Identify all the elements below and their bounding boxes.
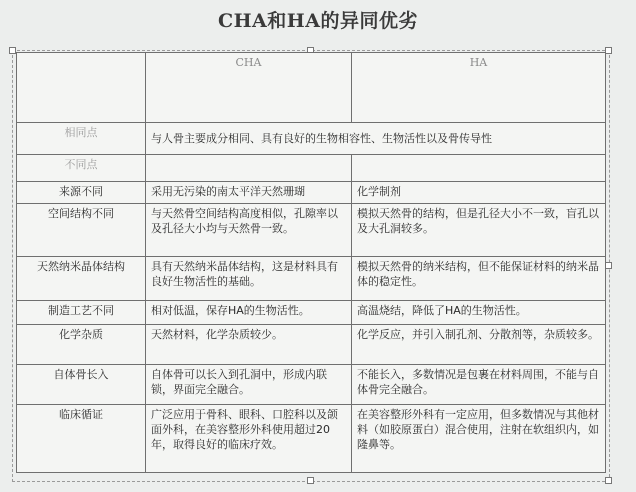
cha-cell: 广泛应用于骨科、眼科、口腔科以及颌面外科，在美容整形外科使用超过20年，取得良好的临床疗效。 [146,405,352,473]
cha-cell: 具有天然纳米晶体结构，这是材料具有良好生物活性的基础。 [146,257,352,301]
resize-handle-middle-right[interactable] [605,262,612,269]
resize-handle-top-left[interactable] [9,47,16,54]
cha-cell: 采用无污染的南太平洋天然珊瑚 [146,182,352,204]
similar-text: 与人骨主要成分相同、具有良好的生物相容性、生物活性以及骨传导性 [146,123,606,155]
diff-row [17,155,606,182]
row-label: 来源不同 [17,182,146,204]
row-label: 临床循证 [17,405,146,473]
cha-cell: 与天然骨空间结构高度相似，孔隙率以及孔径大小均与天然骨一致。 [146,204,352,257]
table-row [17,204,606,257]
diff-empty-cha [146,155,352,182]
resize-handle-bottom-center[interactable] [307,477,314,484]
diff-label: 不同点 [17,155,146,182]
table-row [17,405,606,473]
row-label: 天然纳米晶体结构 [17,257,146,301]
similar-row [17,123,606,155]
table-row [17,301,606,325]
resize-handle-bottom-right[interactable] [605,477,612,484]
ha-cell: 不能长入，多数情况是包裹在材料周围，不能与自体骨完全融合。 [352,365,606,405]
row-label: 自体骨长入 [17,365,146,405]
ha-cell: 模拟天然骨的结构，但是孔径大小不一致，盲孔以及大孔洞较多。 [352,204,606,257]
row-label: 化学杂质 [17,325,146,365]
cha-cell: 自体骨可以长入到孔洞中，形成内联锁，界面完全融合。 [146,365,352,405]
ha-cell: 化学制剂 [352,182,606,204]
ha-cell: 化学反应，并引入制孔剂、分散剂等，杂质较多。 [352,325,606,365]
table-row [17,257,606,301]
ha-cell: 高温烧结，降低了HA的生物活性。 [352,301,606,325]
header-cha: CHA [146,53,352,123]
header-ha: HA [352,53,606,123]
ha-cell: 在美容整形外科有一定应用，但多数情况与其他材料（如胶原蛋白）混合使用，注射在软组织内，如隆鼻等。 [352,405,606,473]
table-row [17,325,606,365]
header-row [17,53,606,123]
table-row [17,182,606,204]
comparison-table [16,52,606,473]
ha-cell: 模拟天然骨的纳米结构，但不能保证材料的纳米晶体的稳定性。 [352,257,606,301]
resize-handle-top-right[interactable] [605,47,612,54]
diff-empty-ha [352,155,606,182]
row-label: 制造工艺不同 [17,301,146,325]
row-label: 空间结构不同 [17,204,146,257]
table-row [17,365,606,405]
cha-cell: 天然材料，化学杂质较少。 [146,325,352,365]
header-corner-cell [17,53,146,123]
cha-cell: 相对低温，保存HA的生物活性。 [146,301,352,325]
page-title: CHA和HA的异同优劣 [217,10,418,32]
similar-label: 相同点 [17,123,146,155]
